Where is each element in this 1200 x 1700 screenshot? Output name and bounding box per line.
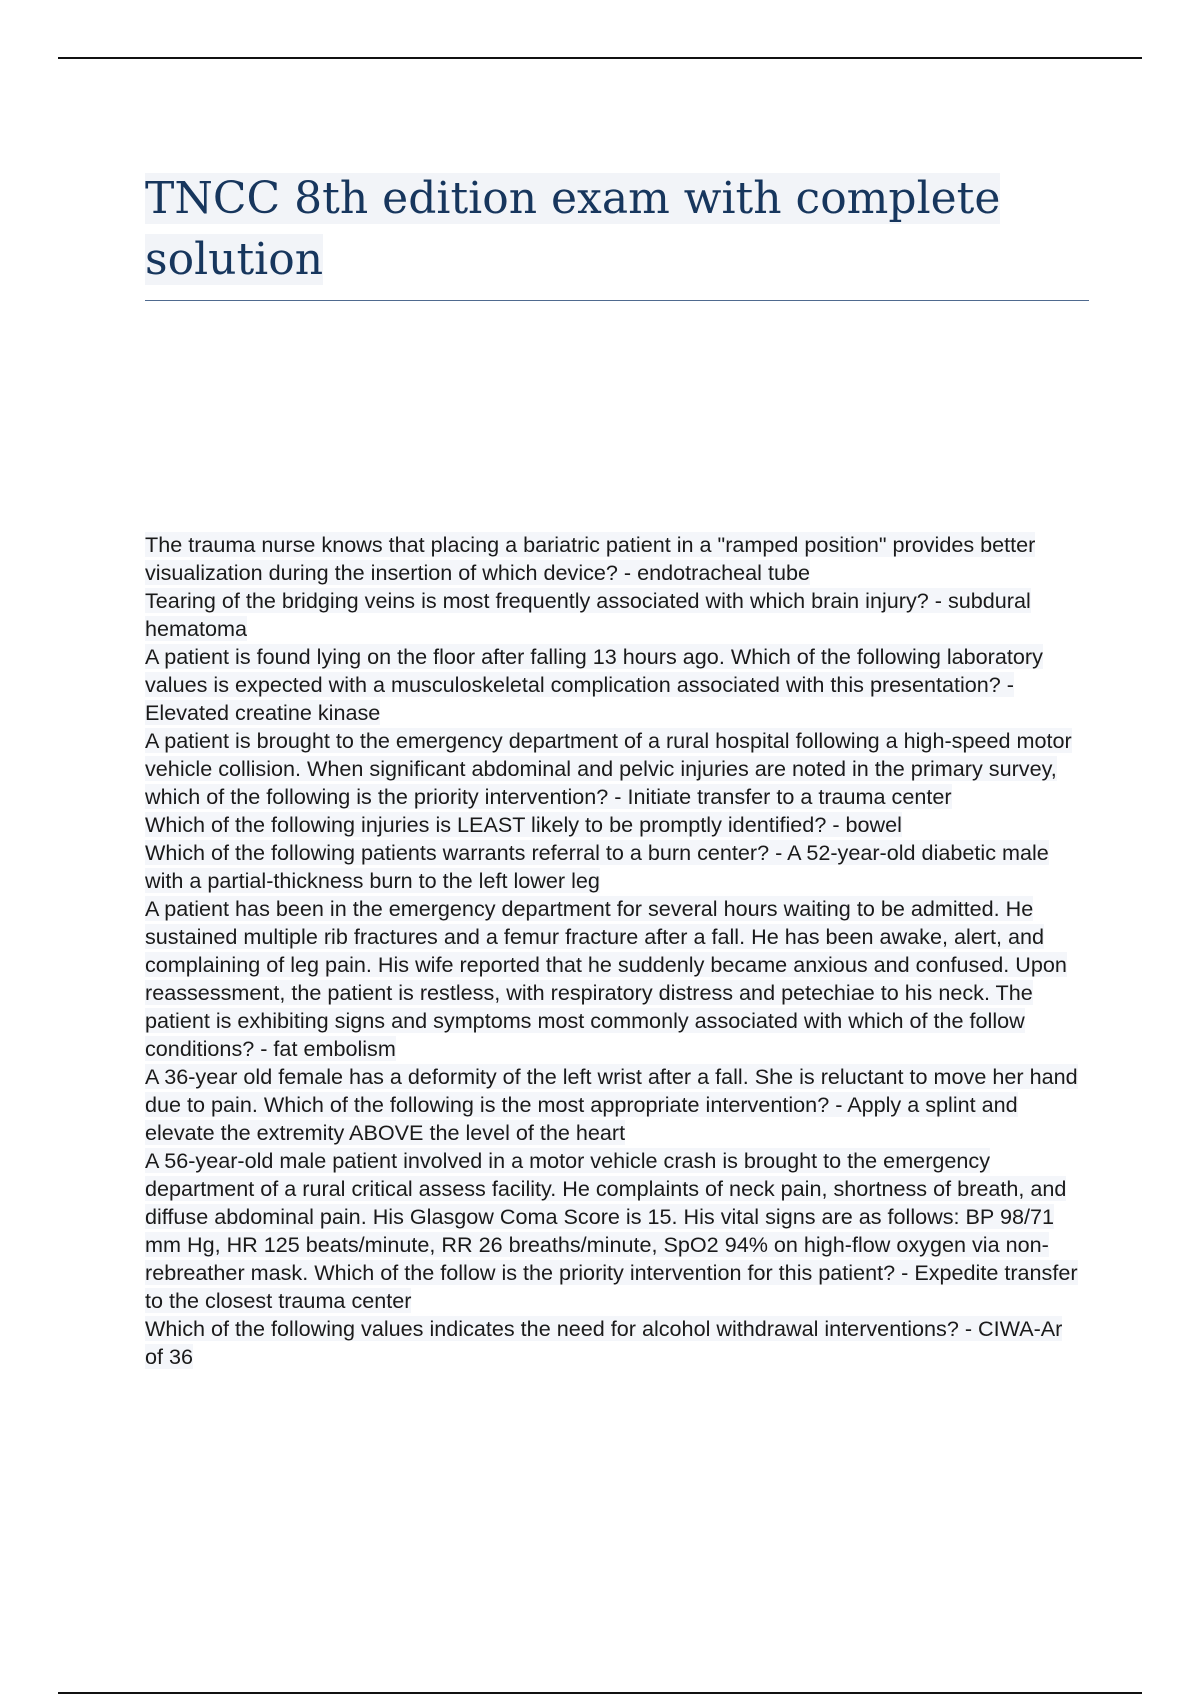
qa-item: A 56-year-old male patient involved in a motor vehicle crash is brought to the emergency department of a rural critical assess facility. He complaints of neck pain, shortness of breath, and diffuse abdominal pain. His Glasgow Coma Score is 15. His vital signs are as follows: BP 98/71 mm Hg, HR 125 beats/minute, RR 26 breaths/minute, SpO2 94% on high-flow oxygen via non-rebreather mask. Which of the follow is the priority intervention for this patient? - Expedite transfer to the closest trauma center — [145, 1148, 1078, 1313]
qa-item: Which of the following patients warrants referral to a burn center? - A 52-year-old diabetic male with a partial-thickness burn to the left lower leg — [145, 840, 1049, 893]
qa-item: A patient is brought to the emergency department of a rural hospital following a high-speed motor vehicle collision. When significant abdominal and pelvic injuries are noted in the primary survey, which of the following is the priority intervention? - Initiate transfer to a trauma center — [145, 728, 1072, 809]
document-title-text: TNCC 8th edition exam with complete solution — [145, 173, 1001, 285]
page-bottom-rule — [58, 1692, 1142, 1694]
qa-item: The trauma nurse knows that placing a bariatric patient in a "ramped position" provides better visualization during the insertion of which device? - endotracheal tube — [145, 532, 1036, 585]
qa-item: Which of the following injuries is LEAST likely to be promptly identified? - bowel — [145, 812, 902, 837]
page-top-rule — [58, 57, 1142, 59]
qa-item: Tearing of the bridging veins is most frequently associated with which brain injury? - subdural hematoma — [145, 588, 1031, 641]
title-block — [145, 168, 1089, 301]
qa-item: Which of the following values indicates the need for alcohol withdrawal interventions? - CIWA-Ar of 36 — [145, 1316, 1063, 1369]
qa-list — [145, 531, 1080, 1371]
title-underline — [145, 300, 1089, 301]
qa-item: A 36-year old female has a deformity of the left wrist after a fall. She is reluctant to move her hand due to pain. Which of the following is the most appropriate intervention? - Apply a splint and elevate the extremity ABOVE the level of the heart — [145, 1064, 1078, 1145]
qa-item: A patient is found lying on the floor after falling 13 hours ago. Which of the following laboratory values is expected with a musculoskeletal complication associated with this presentation? - Elevated creatine kinase — [145, 644, 1043, 725]
qa-item: A patient has been in the emergency department for several hours waiting to be admitted. He sustained multiple rib fractures and a femur fracture after a fall. He has been awake, alert, and complaining of leg pain. His wife reported that he suddenly became anxious and confused. Upon reassessment, the patient is restless, with respiratory distress and petechiae to his neck. The patient is exhibiting signs and symptoms most commonly associated with which of the follow conditions? - fat embolism — [145, 896, 1067, 1061]
document-title — [145, 168, 1089, 300]
